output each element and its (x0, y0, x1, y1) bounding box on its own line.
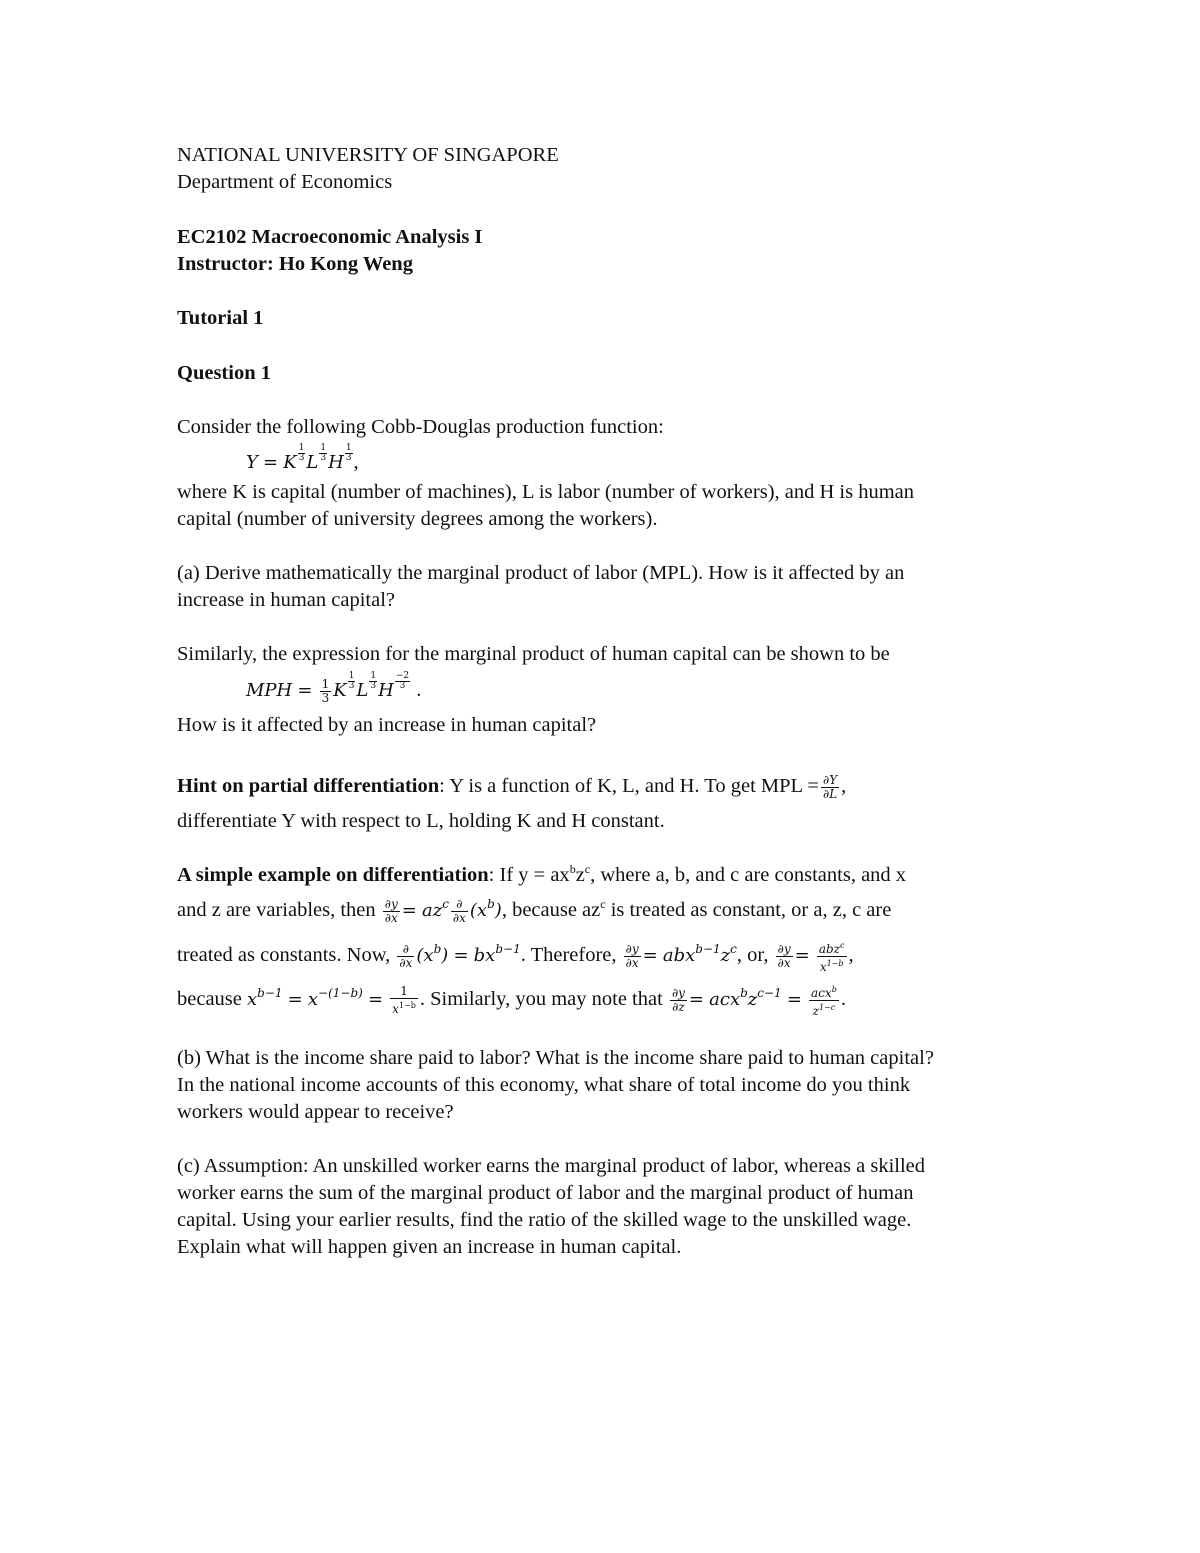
question-heading: Question 1 (177, 362, 271, 384)
question-intro: Consider the following Cobb-Douglas production function: (177, 416, 664, 438)
where-text-line2: capital (number of university degrees among the workers). (177, 508, 658, 530)
part-b-line2: In the national income accounts of this economy, what share of total income do you think (177, 1074, 911, 1096)
example-line2: and z are variables, then $\frac{\partial y}{\partial x}$ = $az^c$ $\frac{\partial}{\partial x}$ $(x^b)$, because $az^c$ is treated as constant, or a, z, c are (177, 896, 892, 925)
university-name: NATIONAL UNIVERSITY OF SINGAPORE (177, 144, 559, 166)
similarly-text: Similarly, the expression for the marginal product of human capital can be shown to be (177, 643, 890, 665)
part-c-line2: worker earns the sum of the marginal product of labor and the marginal product of human (177, 1182, 914, 1204)
mph-equation: MPH = $\frac{1}{3}$ K $\frac{1}{3}$ L $\frac{1}{3}$ H $\frac{-2}{3}$ . (246, 671, 422, 705)
example-label: A simple example on differentiation (177, 864, 489, 886)
hint-label: Hint on partial differentiation (177, 775, 440, 797)
where-text-line1: where K is capital (number of machines), L is labor (number of workers), and H is human (177, 481, 915, 503)
instructor-name: Instructor: Ho Kong Weng (177, 253, 413, 275)
production-function-equation: Y = K $\frac{1}{3}$ L $\frac{1}{3}$ H $\frac{1}{3}$ , (246, 443, 359, 473)
part-b-line1: (b) What is the income share paid to labor? What is the income share paid to human capital? (177, 1047, 934, 1069)
part-a-line2: increase in human capital? (177, 589, 395, 611)
tutorial-title: Tutorial 1 (177, 307, 264, 329)
part-c-line1: (c) Assumption: An unskilled worker earns the marginal product of labor, whereas a skilled (177, 1155, 926, 1177)
course-title: EC2102 Macroeconomic Analysis I (177, 226, 483, 248)
hint-line1: Hint on partial differentiation: Y is a function of K, L, and H. To get MPL = $\frac{\partial Y}{\partial L}$ , (177, 772, 847, 801)
hint-text: : Y is a function of K, L, and H. To get MPL = (439, 775, 819, 797)
example-line4: because $x^{b-1} = x^{-(1-b)}$ = $\frac{1}{x^{1-b}}$ . Similarly, you may note that $\frac{\partial y}{\partial z}$ = $acx^bz^{c-1}$ = $\frac{acx^b}{z^{1-c}}$ . (177, 984, 846, 1018)
example-line3: treated as constants. Now, $\frac{\partial}{\partial x}$ $(x^b) = bx^{b-1}$. Therefore, $\frac{\partial y}{\partial x}$ = $abx^{b-1}z^c$, or, $\frac{\partial y}{\partial x}$ = $\frac{abz^c}{x^{1-b}}$ , (177, 941, 854, 974)
part-a-line1: (a) Derive mathematically the marginal product of labor (MPL). How is it affected by an (177, 562, 905, 584)
department-name: Department of Economics (177, 171, 393, 193)
hint-line2: differentiate Y with respect to L, holding K and H constant. (177, 810, 665, 832)
part-c-line3: capital. Using your earlier results, find the ratio of the skilled wage to the unskilled wage. (177, 1209, 912, 1231)
mph-question: How is it affected by an increase in human capital? (177, 714, 597, 736)
part-c-line4: Explain what will happen given an increase in human capital. (177, 1236, 682, 1258)
part-b-line3: workers would appear to receive? (177, 1101, 454, 1123)
example-line1: A simple example on differentiation: If $y = ax^bz^c$, where a, b, and c are constants, and x (177, 862, 907, 886)
